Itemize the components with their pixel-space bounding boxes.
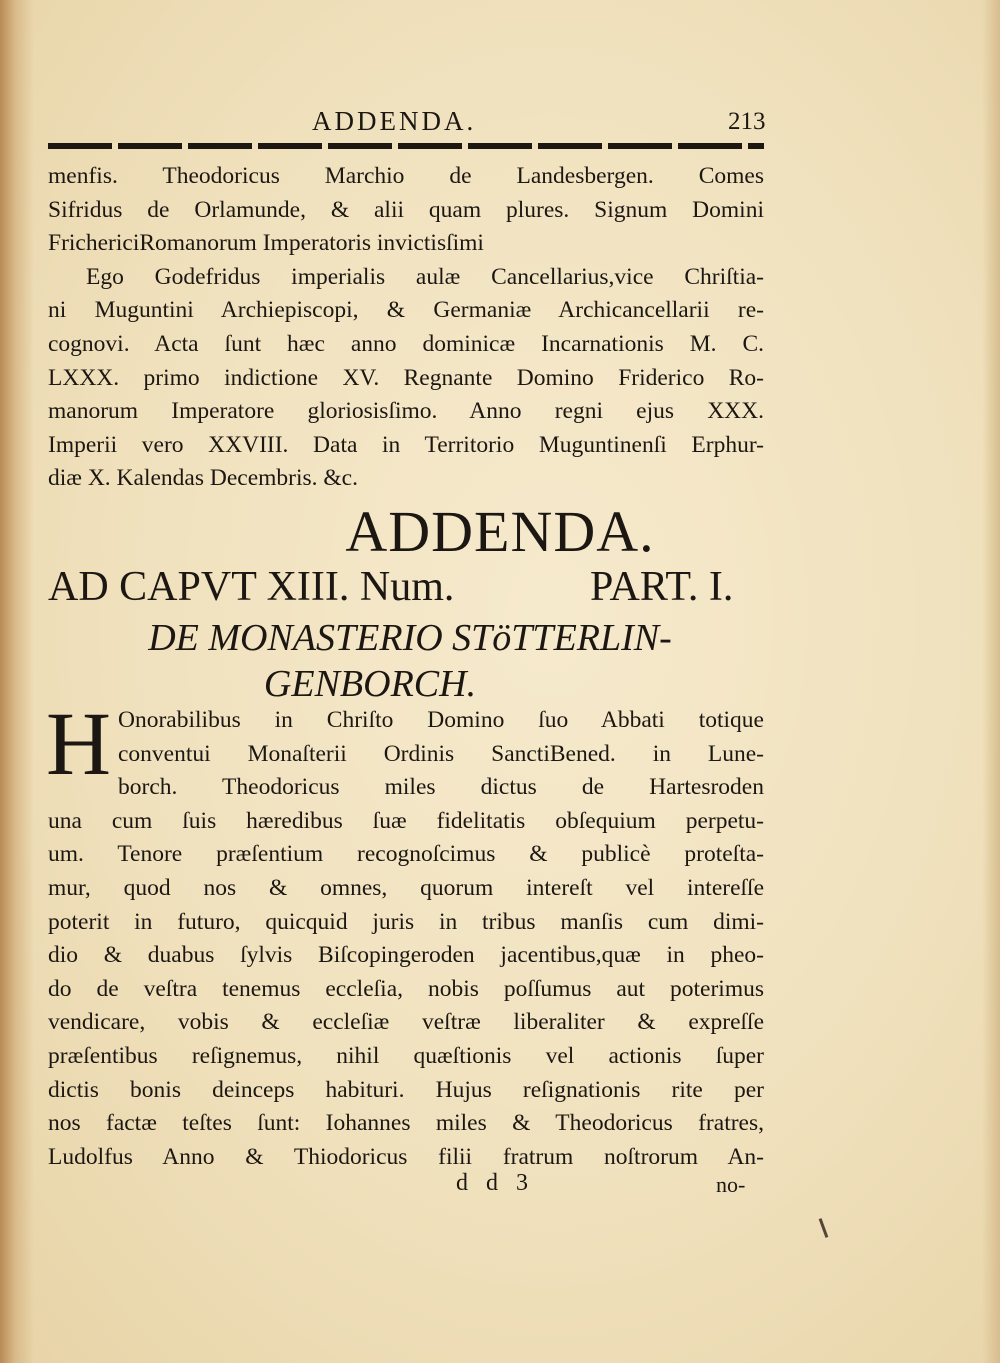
text-line: dictis bonis deinceps habituri. Hujus reſignationis rite per bbox=[48, 1076, 764, 1103]
document-heading-line-2: GENBORCH. bbox=[263, 663, 477, 705]
page-number: 213 bbox=[728, 108, 766, 135]
section-title: ADDENDA. bbox=[345, 499, 655, 564]
text-line: do de veſtra tenemus eccleſia, nobis poſſumus aut poterimus bbox=[48, 975, 764, 1002]
signature-mark: d d 3 bbox=[456, 1170, 534, 1196]
ink-mark bbox=[819, 1218, 829, 1238]
running-head: ADDENDA. bbox=[312, 106, 477, 136]
text-line: menfis. Theodoricus Marchio de Landesbergen. Comes bbox=[48, 163, 764, 189]
part-reference: PART. I. bbox=[590, 564, 734, 610]
text-line: diæ X. Kalendas Decembris. &c. bbox=[48, 465, 358, 492]
text-line: poterit in futuro, quicquid juris in tribus manſis cum dimi- bbox=[48, 908, 764, 935]
text-block-charter-end bbox=[48, 160, 764, 496]
text-line: um. Tenore præſentium recognoſcimus & publicè proteſta- bbox=[48, 841, 764, 868]
text-line: mur, quod nos & omnes, quorum intereſt vel intereſſe bbox=[48, 874, 764, 901]
text-line: ni Muguntini Archiepiscopi, & Germaniæ Archicancellarii re- bbox=[48, 297, 764, 324]
page-edge-right bbox=[982, 0, 1000, 1363]
text-line: FrichericiRomanorum Imperatoris invictisſimi bbox=[48, 230, 484, 257]
text-line: conventui Monaſterii Ordinis SanctiBened. in Lune- bbox=[118, 740, 764, 767]
text-line: una cum ſuis hæredibus ſuæ fidelitatis obſequium perpetu- bbox=[48, 807, 764, 834]
text-line: vendicare, vobis & eccleſiæ veſtræ liberaliter & expreſſe bbox=[48, 1009, 764, 1036]
text-line: Ego Godefridus imperialis aulæ Cancellarius,vice Chriſtia- bbox=[86, 263, 764, 290]
catchword: no- bbox=[716, 1172, 746, 1197]
text-line: Imperii vero XXVIII. Data in Territorio Muguntinenſi Erphur- bbox=[48, 431, 764, 458]
text-line: cognovi. Acta ſunt hæc anno dominicæ Incarnationis M. C. bbox=[48, 330, 764, 357]
text-line: Ludolfus Anno & Thiodoricus filii fratrum noſtrorum An- bbox=[48, 1143, 764, 1170]
text-block-letter bbox=[48, 704, 764, 1174]
text-line: dio & duabus ſylvis Biſcopingeroden jacentibus,quæ in pheo- bbox=[48, 942, 764, 969]
text-line: Onorabilibus in Chriſto Domino ſuo Abbati totique bbox=[118, 707, 764, 733]
drop-cap: H bbox=[46, 695, 111, 794]
text-line: borch. Theodoricus miles dictus de Hartesroden bbox=[118, 774, 764, 801]
header-rule bbox=[48, 143, 764, 149]
chapter-reference: AD CAPVT XIII. Num. bbox=[48, 564, 455, 610]
document-heading-line-1: DE MONASTERIO STöTTERLIN- bbox=[148, 617, 672, 659]
text-line: Sifridus de Orlamunde, & alii quam plures. Signum Domini bbox=[48, 196, 764, 223]
text-line: manorum Imperatore gloriosisſimo. Anno regni ejus XXX. bbox=[48, 398, 764, 425]
text-line: præſentibus reſignemus, nihil quæſtionis vel actionis ſuper bbox=[48, 1042, 764, 1069]
text-line: nos factæ teſtes ſunt: Iohannes miles & Theodoricus fratres, bbox=[48, 1110, 764, 1137]
text-line: LXXX. primo indictione XV. Regnante Domino Friderico Ro- bbox=[48, 364, 764, 391]
